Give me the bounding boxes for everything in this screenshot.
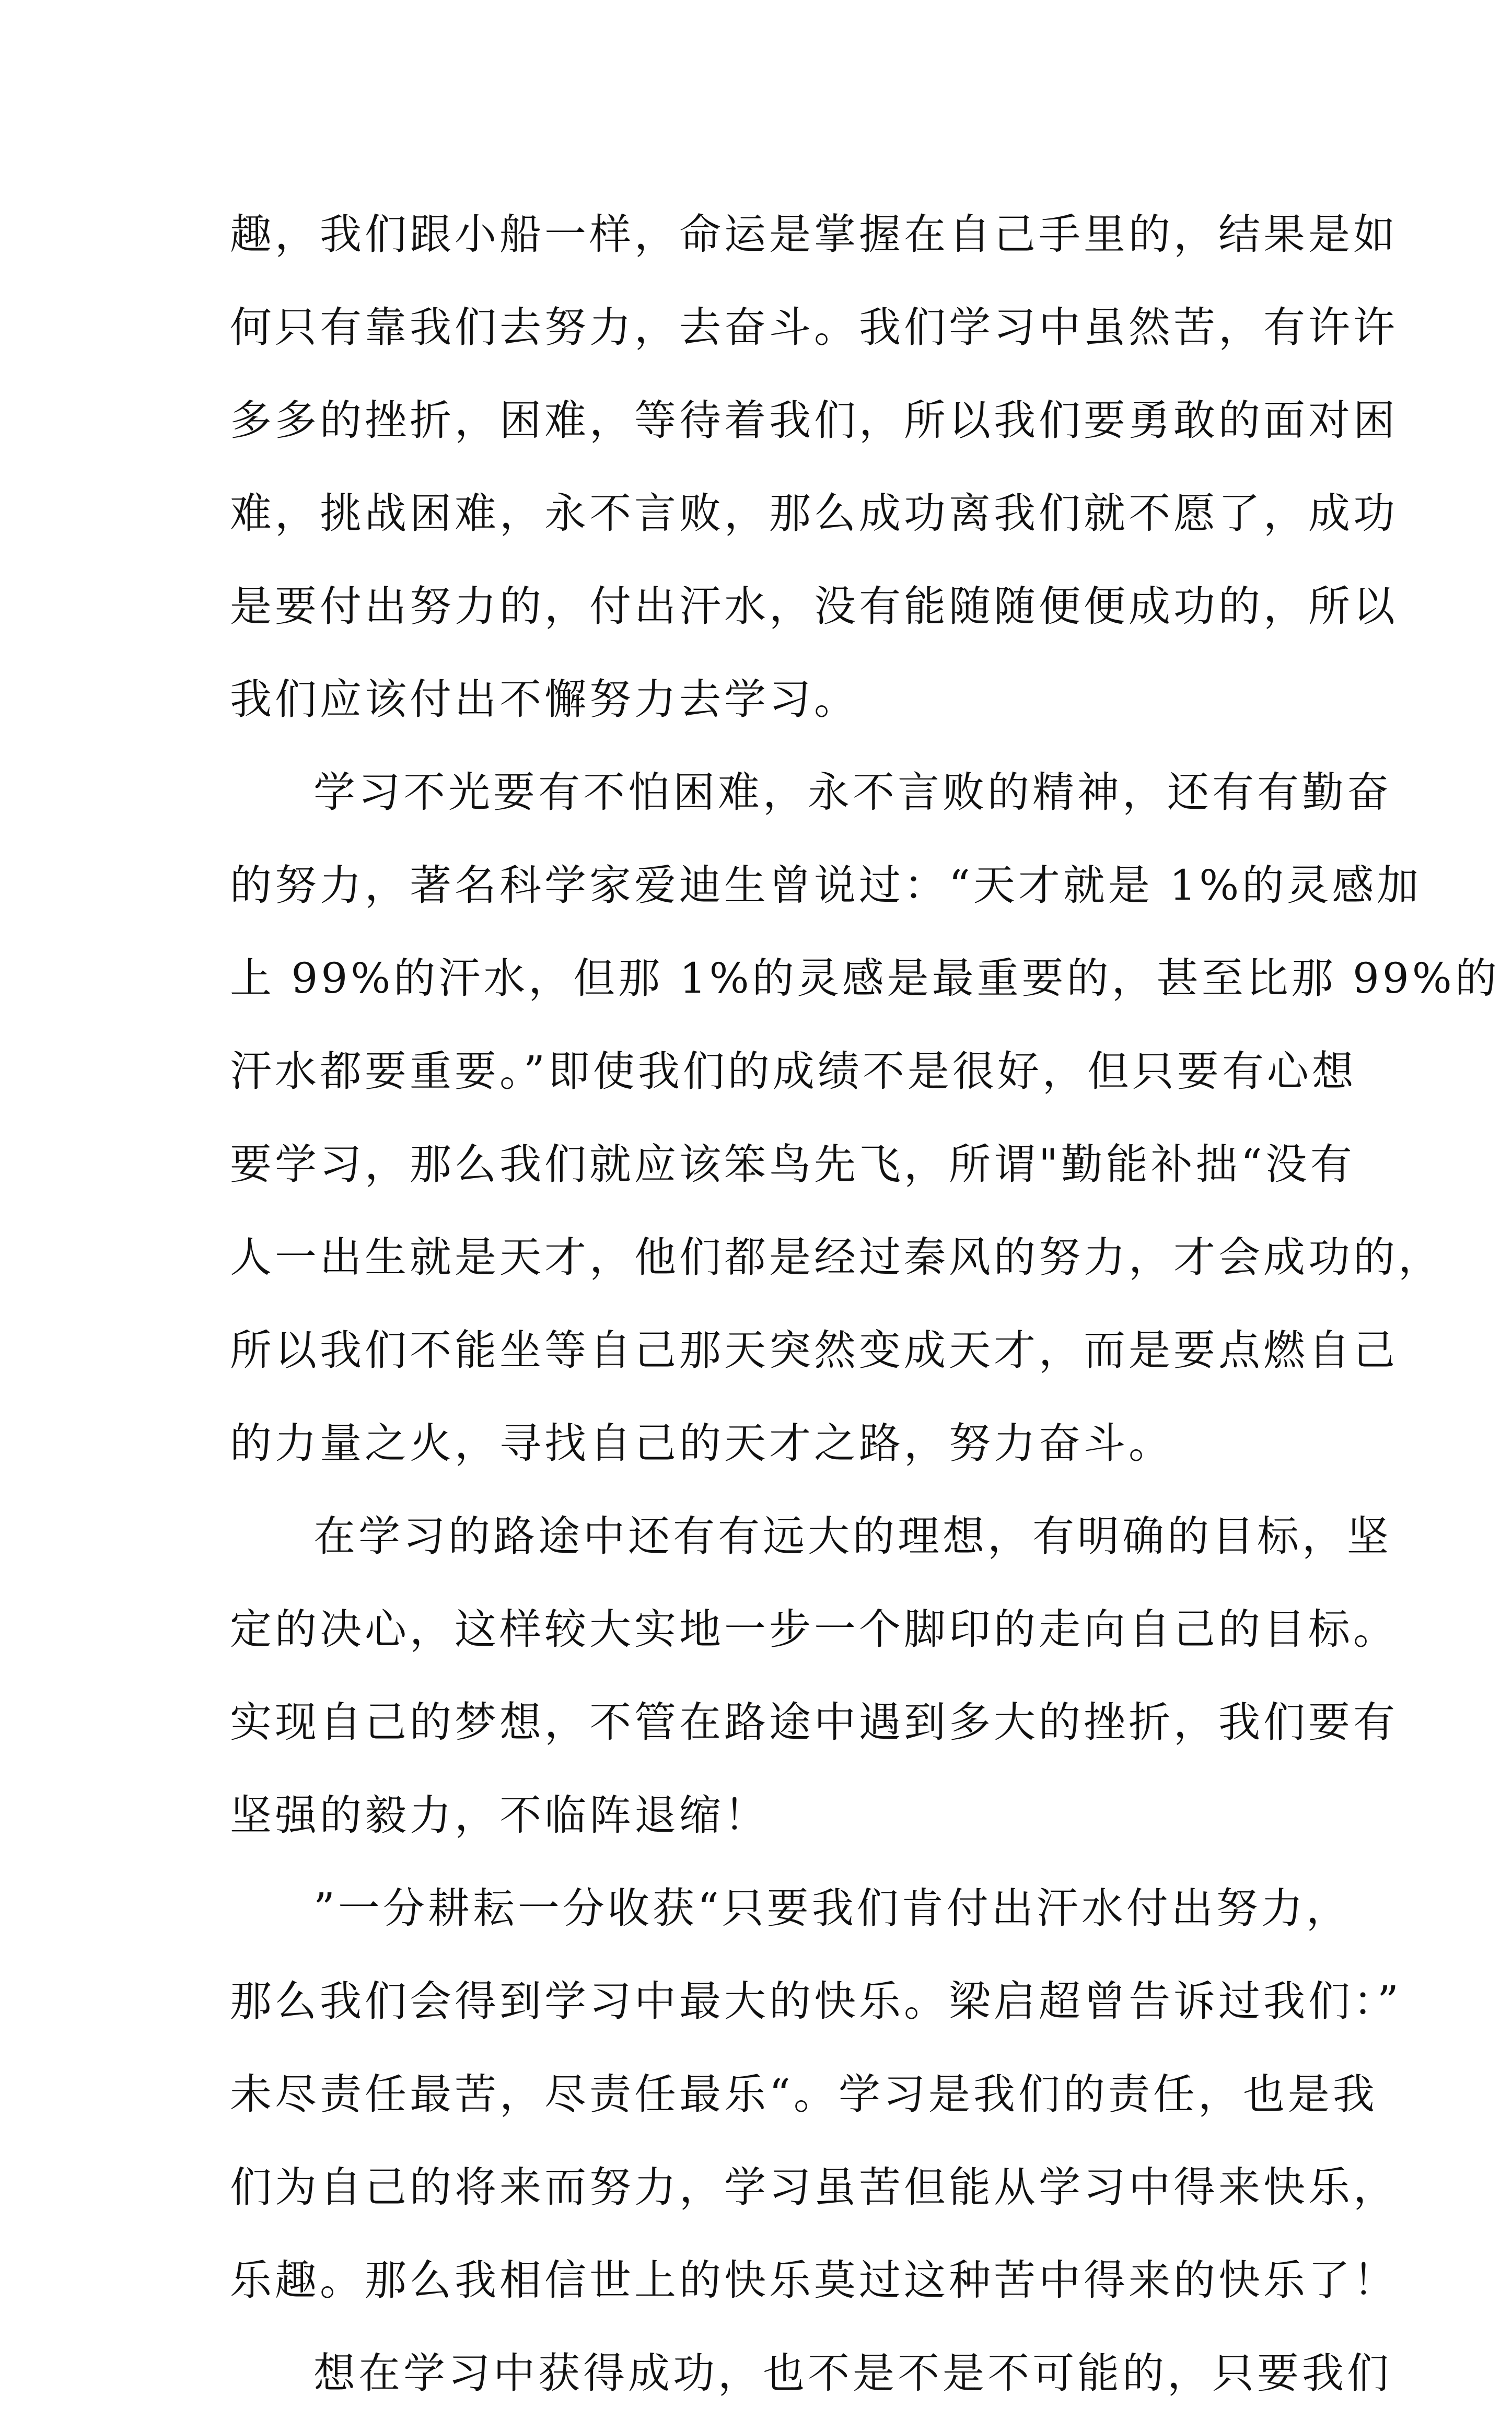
paragraph-first-line: 在学习的路途中还有有远大的理想，有明确的目标，坚 xyxy=(313,1512,1392,1561)
text-line: 的力量之火，寻找自己的天才之路，努力奋斗。 xyxy=(230,1419,1173,1468)
text-line: 多多的挫折，困难，等待着我们，所以我们要勇敢的面对困 xyxy=(230,396,1398,445)
text-line: 上 99%的汗水，但那 1%的灵感是最重要的，甚至比那 99%的 xyxy=(230,954,1500,1003)
text-line: 的努力，著名科学家爱迪生曾说过：“天才就是 1%的灵感加 xyxy=(230,861,1422,910)
text-line: 人一出生就是天才，他们都是经过秦风的努力，才会成功的， xyxy=(230,1233,1443,1282)
text-line: 们为自己的将来而努力，学习虽苦但能从学习中得来快乐， xyxy=(230,2163,1398,2212)
text-line: 坚强的毅力，不临阵退缩！ xyxy=(230,1791,769,1840)
text-line: 乐趣。那么我相信世上的快乐莫过这种苦中得来的快乐了！ xyxy=(230,2256,1398,2305)
text-line: 是要付出努力的，付出汗水，没有能随随便便成功的，所以 xyxy=(230,582,1398,631)
text-line: 趣，我们跟小船一样，命运是掌握在自己手里的，结果是如 xyxy=(230,210,1398,259)
text-line: 何只有靠我们去努力，去奋斗。我们学习中虽然苦，有许许 xyxy=(230,303,1398,352)
text-line: 定的决心，这样较大实地一步一个脚印的走向自己的目标。 xyxy=(230,1605,1398,1654)
text-line: 要学习，那么我们就应该笨鸟先飞，所谓"勤能补拙“没有 xyxy=(230,1140,1355,1189)
paragraph-first-line: 学习不光要有不怕困难，永不言败的精神，还有有勤奋 xyxy=(313,768,1392,817)
text-line: 汗水都要重要。”即使我们的成绩不是很好，但只要有心想 xyxy=(230,1047,1357,1096)
text-line: 实现自己的梦想，不管在路途中遇到多大的挫折，我们要有 xyxy=(230,1698,1398,1747)
paragraph-first-line: 想在学习中获得成功，也不是不是不可能的，只要我们 xyxy=(313,2349,1392,2398)
text-line: 未尽责任最苦，尽责任最乐“。学习是我们的责任，也是我 xyxy=(230,2070,1378,2119)
paragraph-first-line: ”一分耕耘一分收获“只要我们肯付出汗水付出努力， xyxy=(313,1884,1351,1933)
text-line: 难，挑战困难，永不言败，那么成功离我们就不愿了，成功 xyxy=(230,489,1398,538)
body-text xyxy=(230,188,1500,2420)
text-line: 我们应该付出不懈努力去学习。 xyxy=(230,675,859,724)
text-line: 那么我们会得到学习中最大的快乐。梁启超曾告诉过我们：” xyxy=(230,1977,1402,2026)
text-line: 所以我们不能坐等自己那天突然变成天才，而是要点燃自己 xyxy=(230,1326,1398,1375)
